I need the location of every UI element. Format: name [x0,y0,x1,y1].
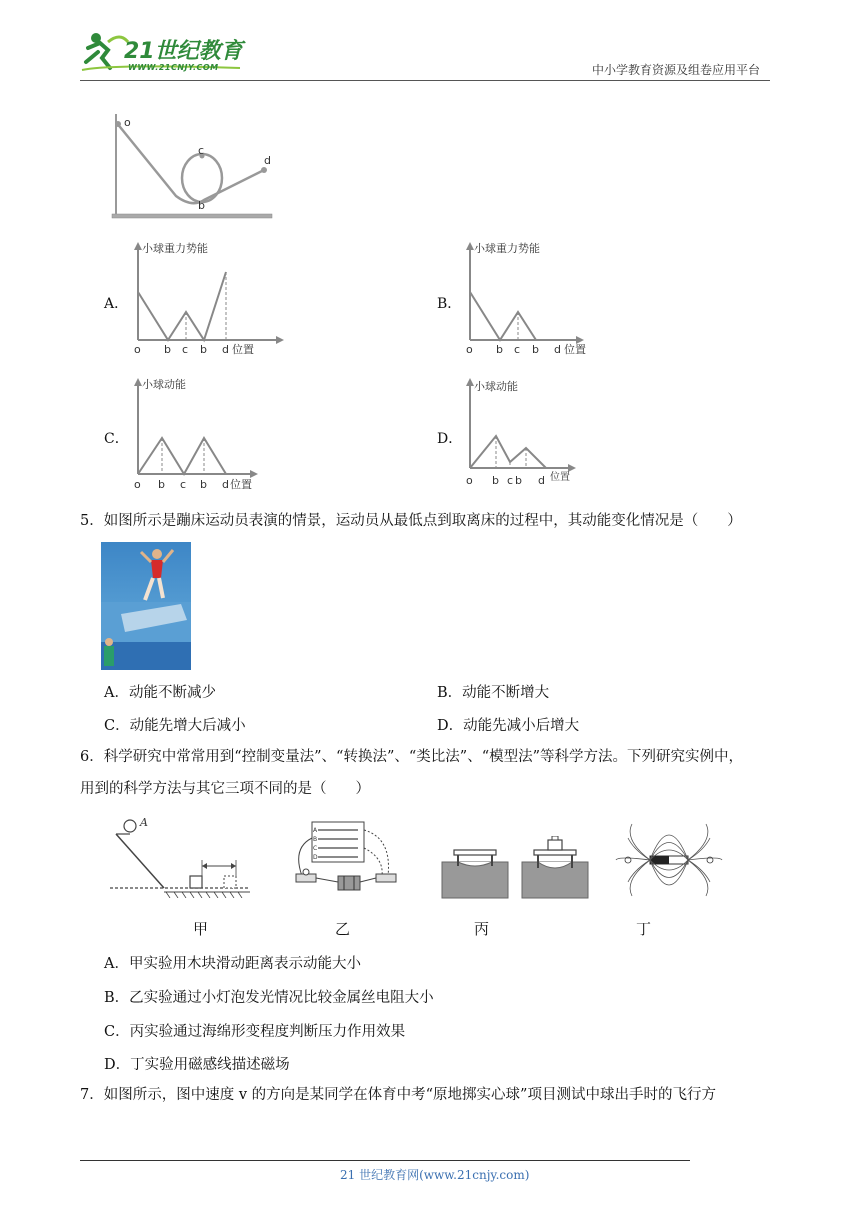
q4-b-tick-c: c [514,343,521,356]
q6-option-b[interactable]: B．乙实验通过小灯泡发光情况比较金属丝电阻大小 [104,990,434,1006]
q4-c-tick-b1: b [158,478,165,491]
q6-yi-wire-c: C [313,845,318,852]
q4-a-tick-d: d [222,343,229,356]
logo-sub-text: WWW.21CNJY.COM [128,63,219,72]
q4-b-tick-d: d [554,343,561,356]
q4-c-y-axis-label: 小球动能 [142,378,186,391]
logo-main-text: 21世纪教育 [124,39,243,64]
q6-label-ding: 丁 [636,920,652,938]
q4-a-tick-o: o [134,343,141,356]
q4-a-tick-b1: b [164,343,171,356]
q4-option-d-graph [458,376,628,496]
q4-option-b-label: B． [437,296,462,312]
q4-b-tick-o: o [466,343,473,356]
q4-c-x-axis-label: 位置 [230,478,252,491]
q4-c-tick-o: o [134,478,141,491]
q4-a-y-axis-label: 小球重力势能 [142,242,208,255]
logo [80,28,250,78]
q4-c-tick-b2: b [200,478,207,491]
q4-d-tick-o: o [466,474,473,487]
q4-d-x-axis-label: 位置 [550,472,570,483]
q4-option-b-graph [458,240,628,360]
q6-yi-wire-b: B [313,836,318,843]
q4-d-tick-c: c [507,474,514,487]
q4-label-d: d [264,154,271,167]
q4-b-x-axis-label: 位置 [564,343,586,356]
q6-yi-wire-a: A [313,827,318,834]
q6-stem-line1: 6．科学研究中常常用到“控制变量法”、“转换法”、“类比法”、“模型法”等科学方法。下列研究实例中， [80,749,744,765]
q4-option-d-label: D． [437,431,463,447]
q6-option-a[interactable]: A．甲实验用木块滑动距离表示动能大小 [104,956,361,972]
q4-a-tick-b2: b [200,343,207,356]
q5-stem: 5．如图所示是蹦床运动员表演的情景，运动员从最低点到取离床的过程中，其动能变化情况是（ ） [80,513,742,529]
q4-d-y-axis-label: 小球动能 [474,380,518,393]
q6-label-jia: 甲 [193,920,209,938]
q6-label-yi: 乙 [335,920,351,938]
q5-option-c[interactable]: C．动能先增大后减小 [104,718,246,734]
q4-label-b: b [198,199,205,212]
q6-option-c[interactable]: C．丙实验通过海绵形变程度判断压力作用效果 [104,1024,406,1040]
q4-c-tick-c: c [180,478,187,491]
footer-text: 21 世纪教育网(www.21cnjy.com) [340,1168,530,1182]
q6-jia-point-a: A [140,816,148,829]
q4-a-x-axis-label: 位置 [232,343,254,356]
q6-label-bing: 丙 [474,920,490,938]
trampoline-photo [101,542,191,670]
q6-figure-jia [110,812,255,898]
q5-option-a[interactable]: A．动能不断减少 [104,685,216,701]
q4-track-figure [104,104,280,222]
q4-b-y-axis-label: 小球重力势能 [474,242,540,255]
q6-figure-yi [292,818,404,894]
q5-option-d[interactable]: D．动能先减小后增大 [437,718,580,734]
q4-option-c-label: C． [104,431,129,447]
q6-yi-wire-d: D [313,854,318,861]
q4-a-tick-c: c [182,343,189,356]
q4-option-a-label: A． [104,296,129,312]
q4-option-c-graph [126,376,286,496]
q4-b-tick-b1: b [496,343,503,356]
footer-divider [80,1160,690,1161]
q6-stem-line2: 用到的科学方法与其它三项不同的是（ ） [80,781,370,797]
q4-c-tick-d: d [222,478,229,491]
q4-b-tick-b2: b [532,343,539,356]
q4-option-a-graph [126,240,286,360]
header-divider [80,80,770,81]
q4-d-tick-b2: b [515,474,522,487]
q4-label-o: o [124,116,131,129]
q4-d-tick-b1: b [492,474,499,487]
q7-stem: 7．如图所示，图中速度 v 的方向是某同学在体育中考“原地掷实心球”项目测试中球出手时的飞行方 [80,1087,716,1103]
q4-d-tick-d: d [538,474,545,487]
q4-label-c: c [198,144,205,157]
header-platform-text: 中小学教育资源及组卷应用平台 [592,63,761,77]
q6-figure-bing [440,836,590,902]
q5-option-b[interactable]: B．动能不断增大 [437,685,550,701]
q6-figure-ding [614,820,724,900]
q6-option-d[interactable]: D．丁实验用磁感线描述磁场 [104,1057,290,1073]
